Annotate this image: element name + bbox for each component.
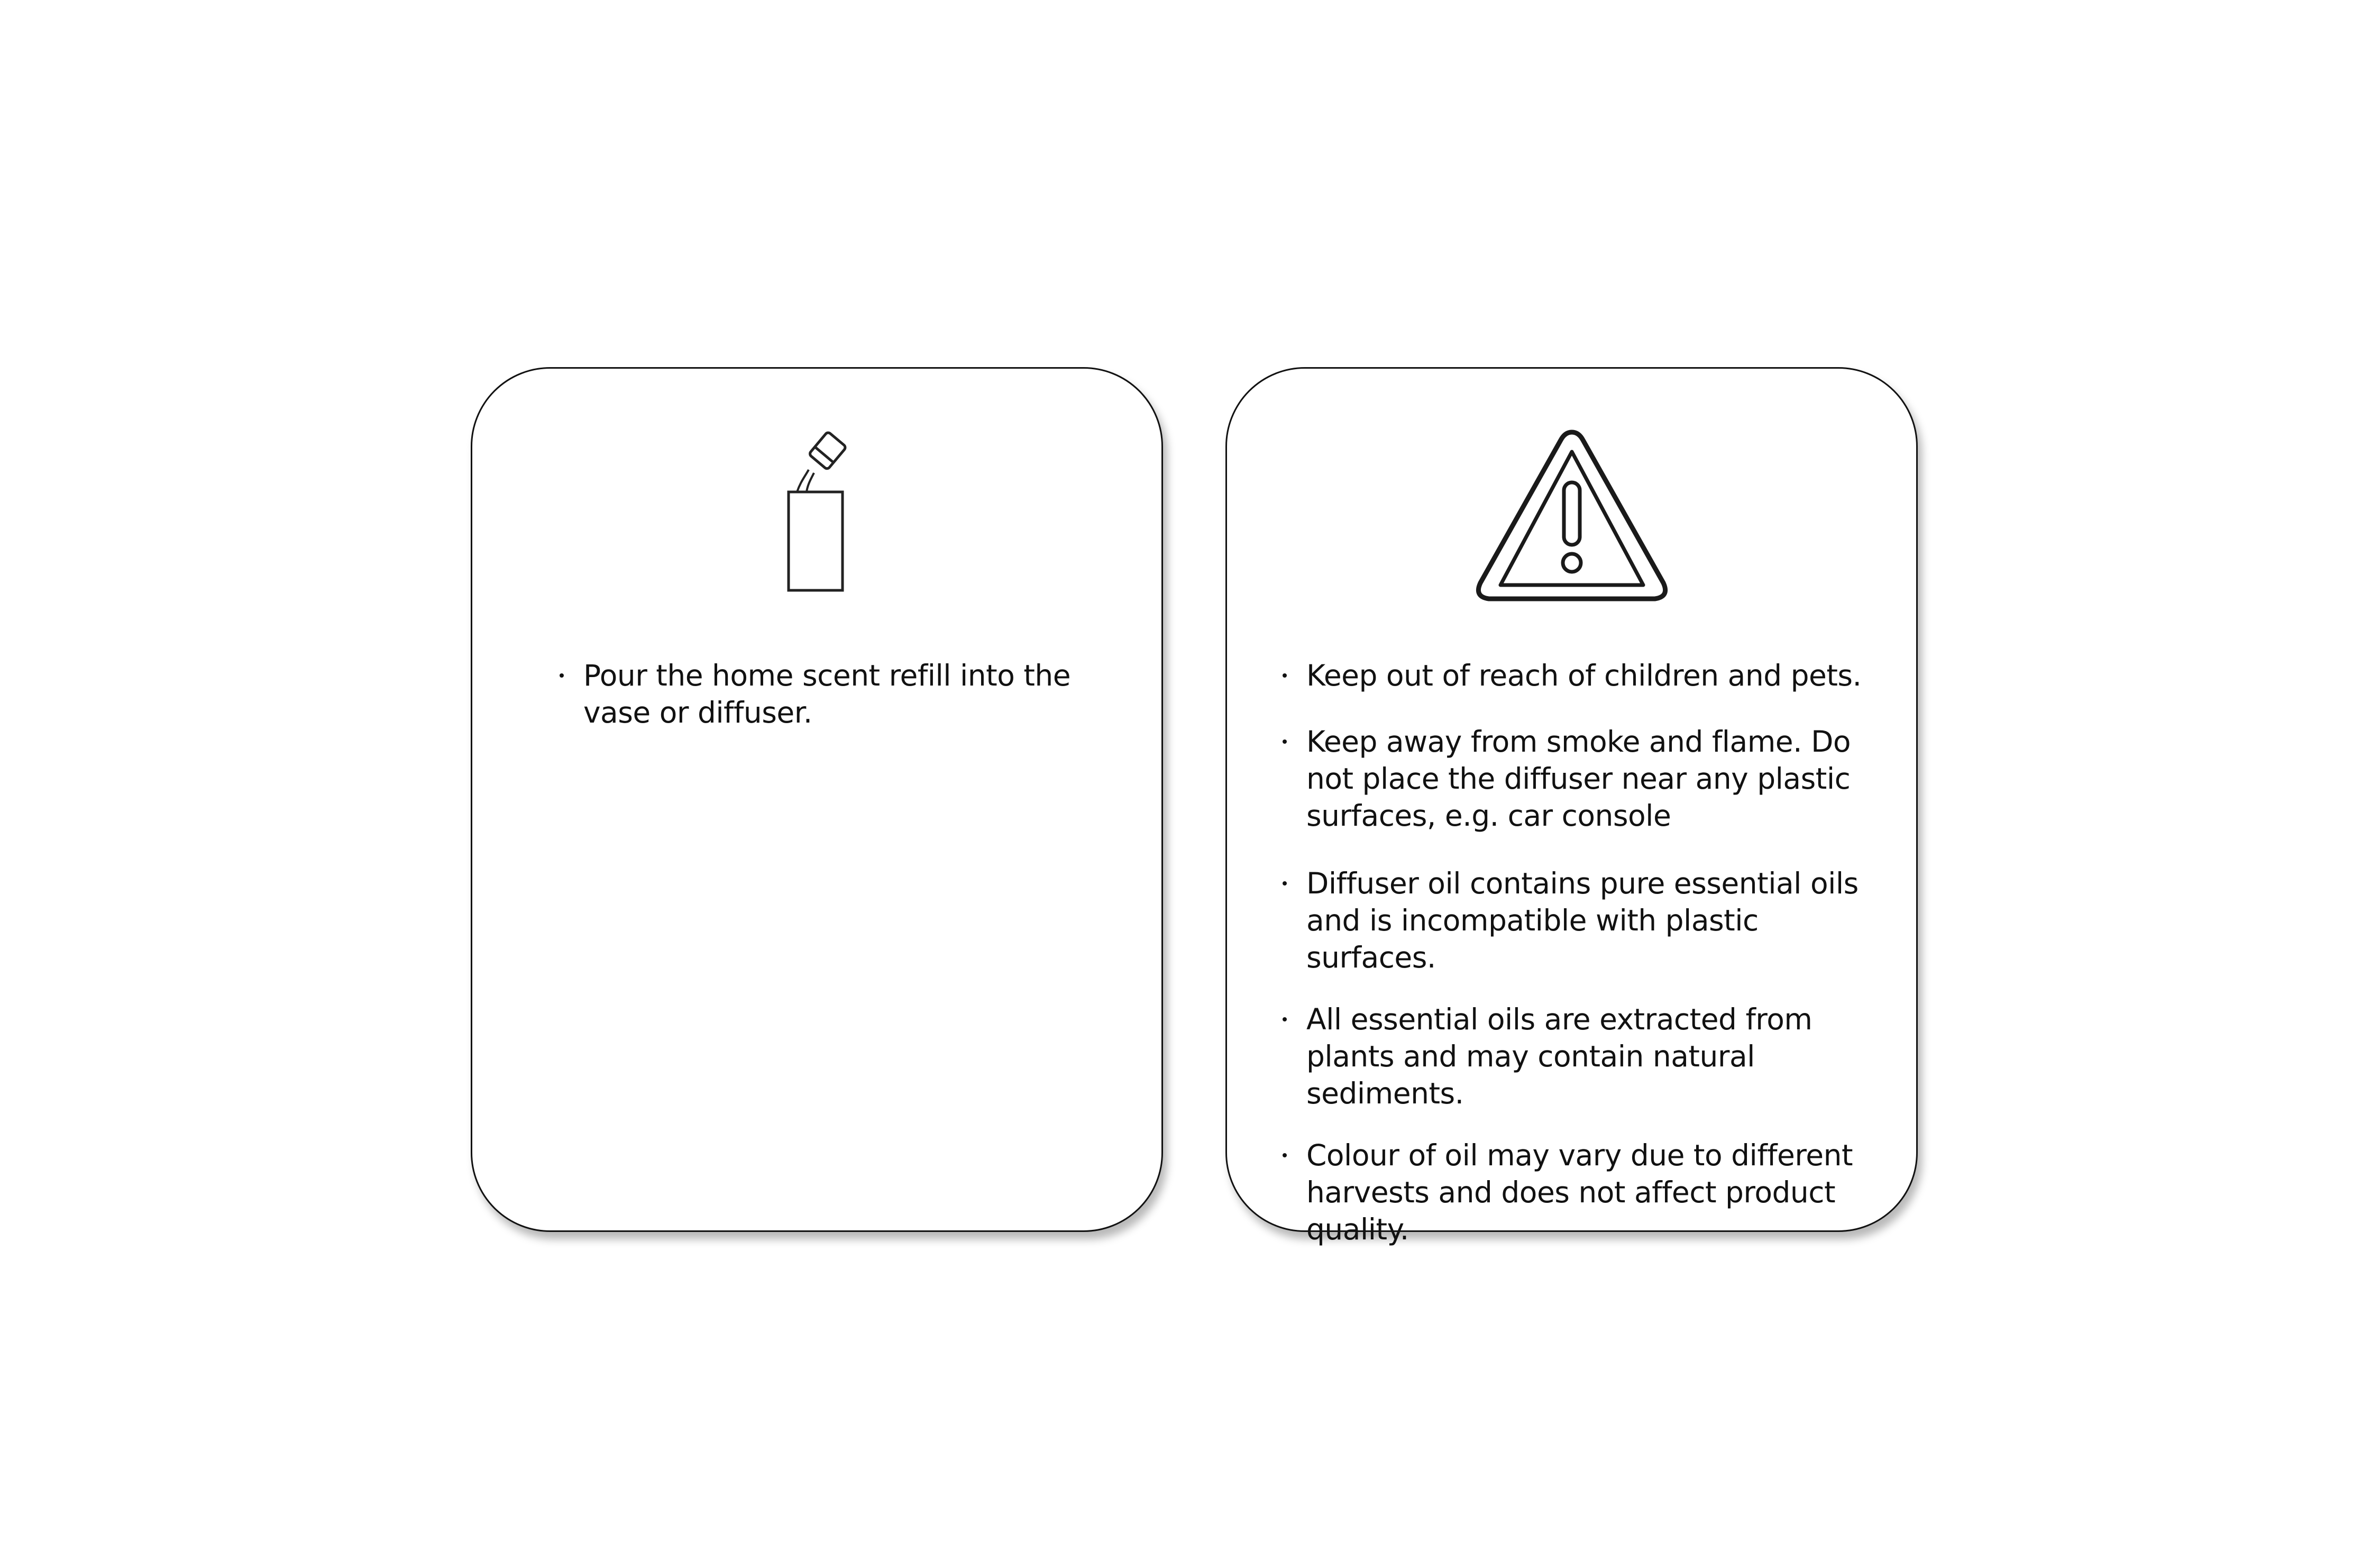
list-item: Pour the home scent refill into the vase or diffuser. xyxy=(560,657,1088,731)
list-item: All essential oils are extracted from plants and may contain natural sediments. xyxy=(1283,1001,1896,1112)
warnings-list xyxy=(1283,657,1896,1277)
list-item: Diffuser oil contains pure essential oils and is incompatible with plastic surfaces. xyxy=(1283,865,1896,976)
list-item: Keep out of reach of children and pets. xyxy=(1283,657,1896,694)
warning-triangle-icon xyxy=(1469,424,1675,615)
pour-bottle-icon xyxy=(764,424,870,615)
instructions-list xyxy=(560,657,1088,760)
warnings-icon-container xyxy=(1227,424,1916,615)
instructions-icon-container xyxy=(472,424,1161,615)
list-item: Colour of oil may vary due to different harvests and does not affect product quality. xyxy=(1283,1137,1896,1248)
list-item: Keep away from smoke and flame. Do not place the diffuser near any plastic surfaces, e.g. car console xyxy=(1283,723,1896,834)
instructions-card xyxy=(471,367,1163,1232)
warnings-card xyxy=(1225,367,1918,1246)
